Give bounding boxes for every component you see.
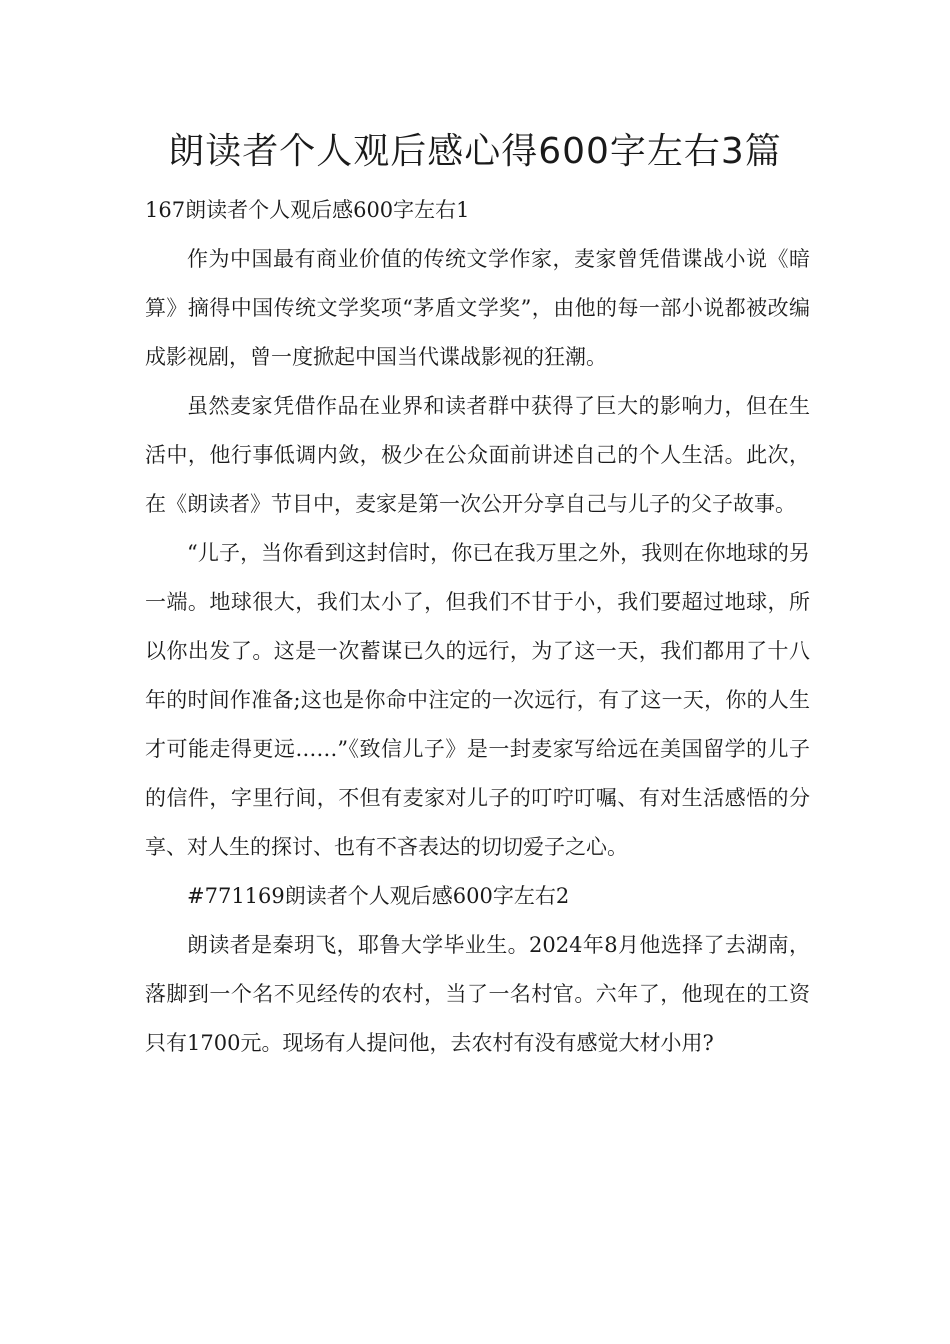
paragraph: “儿子，当你看到这封信时，你已在我万里之外，我则在你地球的另一端。地球很大，我们太小了，但我们不甘于小，我们要超过地球，所以你出发了。这是一次蓄谋已久的远行，为了这一天，我们都用了十八年的时间作准备;这也是你命中注定的一次远行，有了这一天，你的人生才可能走得更远……”《致信儿子》是一封麦家写给远在美国留学的儿子的信件，字里行间，不但有麦家对儿子的叮咛叮嘱、有对生活感悟的分享、对人生的探讨、也有不吝表达的切切爱子之心。 [145, 541, 810, 859]
section-heading-1: 167朗读者个人观后感600字左右1 [145, 198, 470, 222]
document-title: 朗读者个人观后感心得600字左右3篇 [168, 131, 782, 172]
paragraph: 作为中国最有商业价值的传统文学作家，麦家曾凭借谍战小说《暗算》摘得中国传统文学奖项“茅盾文学奖”，由他的每一部小说都被改编成影视剧，曾一度掀起中国当代谍战影视的狂潮。 [145, 247, 810, 369]
paragraph: 虽然麦家凭借作品在业界和读者群中获得了巨大的影响力，但在生活中，他行事低调内敛，极少在公众面前讲述自己的个人生活。此次，在《朗读者》节目中，麦家是第一次公开分享自己与儿子的父子故事。 [145, 394, 810, 516]
document-body [145, 186, 810, 1068]
section-heading-2: #771169朗读者个人观后感600字左右2 [187, 884, 570, 908]
paragraph: 朗读者是秦玥飞，耶鲁大学毕业生。2024年8月他选择了去湖南，落脚到一个名不见经传的农村，当了一名村官。六年了，他现在的工资只有1700元。现场有人提问他，去农村有没有感觉大材小用? [145, 933, 810, 1055]
